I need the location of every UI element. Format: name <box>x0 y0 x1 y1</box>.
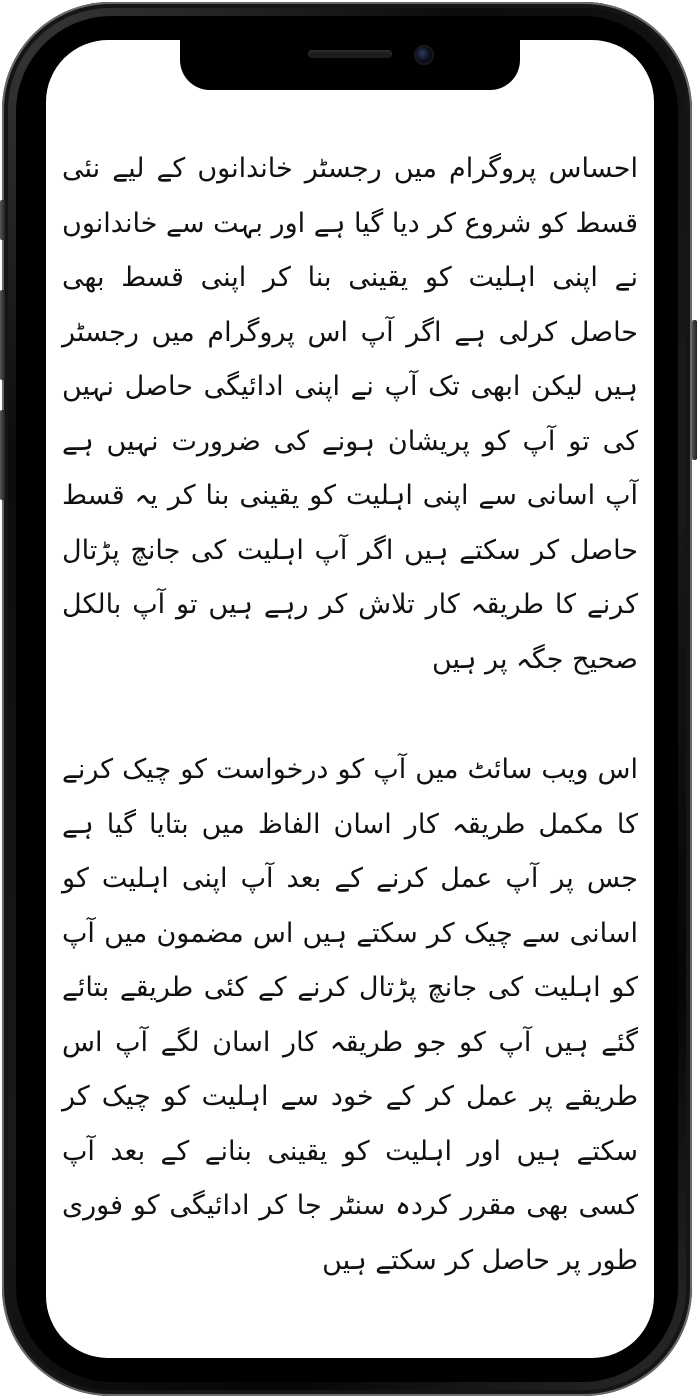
article-paragraph-2: اس ویب سائٹ میں آپ کو درخواست کو چیک کرنے کا مکمل طریقہ کار اسان الفاظ میں بتایا گیا ہے جس پر آپ عمل کرنے کے بعد آپ اپنی اہلیت کو اسانی سے چیک کر سکتے ہیں اس مضمون میں آپ کو اہلیت کی جانچ پڑتال کرنے کے کئی طریقے بتائے گئے ہیں آپ کو جو طریقہ کار اسان لگے آپ اس طریقے پر عمل کر کے خود سے اہلیت کو چیک کر سکتے ہیں اور اہلیت کو یقینی بنانے کے بعد آپ کسی بھی مقرر کردہ سنٹر جا کر ادائیگی کو فوری طور پر حاصل کر سکتے ہیں <box>62 754 638 1276</box>
article-paragraph-1: احساس پروگرام میں رجسٹر خاندانوں کے لیے نئی قسط کو شروع کر دیا گیا ہے اور بہت سے خاندانوں نے اپنی اہلیت کو یقینی بنا کر اپنی قسط بھی حاصل کرلی ہے اگر آپ اس پروگرام میں رجسٹر ہیں لیکن ابھی تک آپ نے اپنی ادائیگی حاصل نہیں کی تو آپ کو پریشان ہونے کی ضرورت نہیں ہے آپ اسانی سے اپنی اہلیت کو یقینی بنا کر یہ قسط حاصل کر سکتے ہیں اگر آپ اہلیت کی جانچ پڑتال کرنے کا طریقہ کار تلاش کر رہے ہیں تو آپ بالکل صحیح جگہ پر ہیں <box>62 153 638 675</box>
phone-screen[interactable] <box>46 40 654 1358</box>
volume-down-button <box>0 410 5 500</box>
volume-up-button <box>0 290 5 380</box>
paragraph-spacer <box>62 687 638 743</box>
front-camera-icon <box>416 47 432 63</box>
article-body[interactable] <box>62 142 638 1288</box>
phone-notch <box>180 38 520 90</box>
earpiece-speaker-icon <box>308 50 392 58</box>
silent-switch <box>0 200 5 240</box>
power-button <box>692 320 697 460</box>
